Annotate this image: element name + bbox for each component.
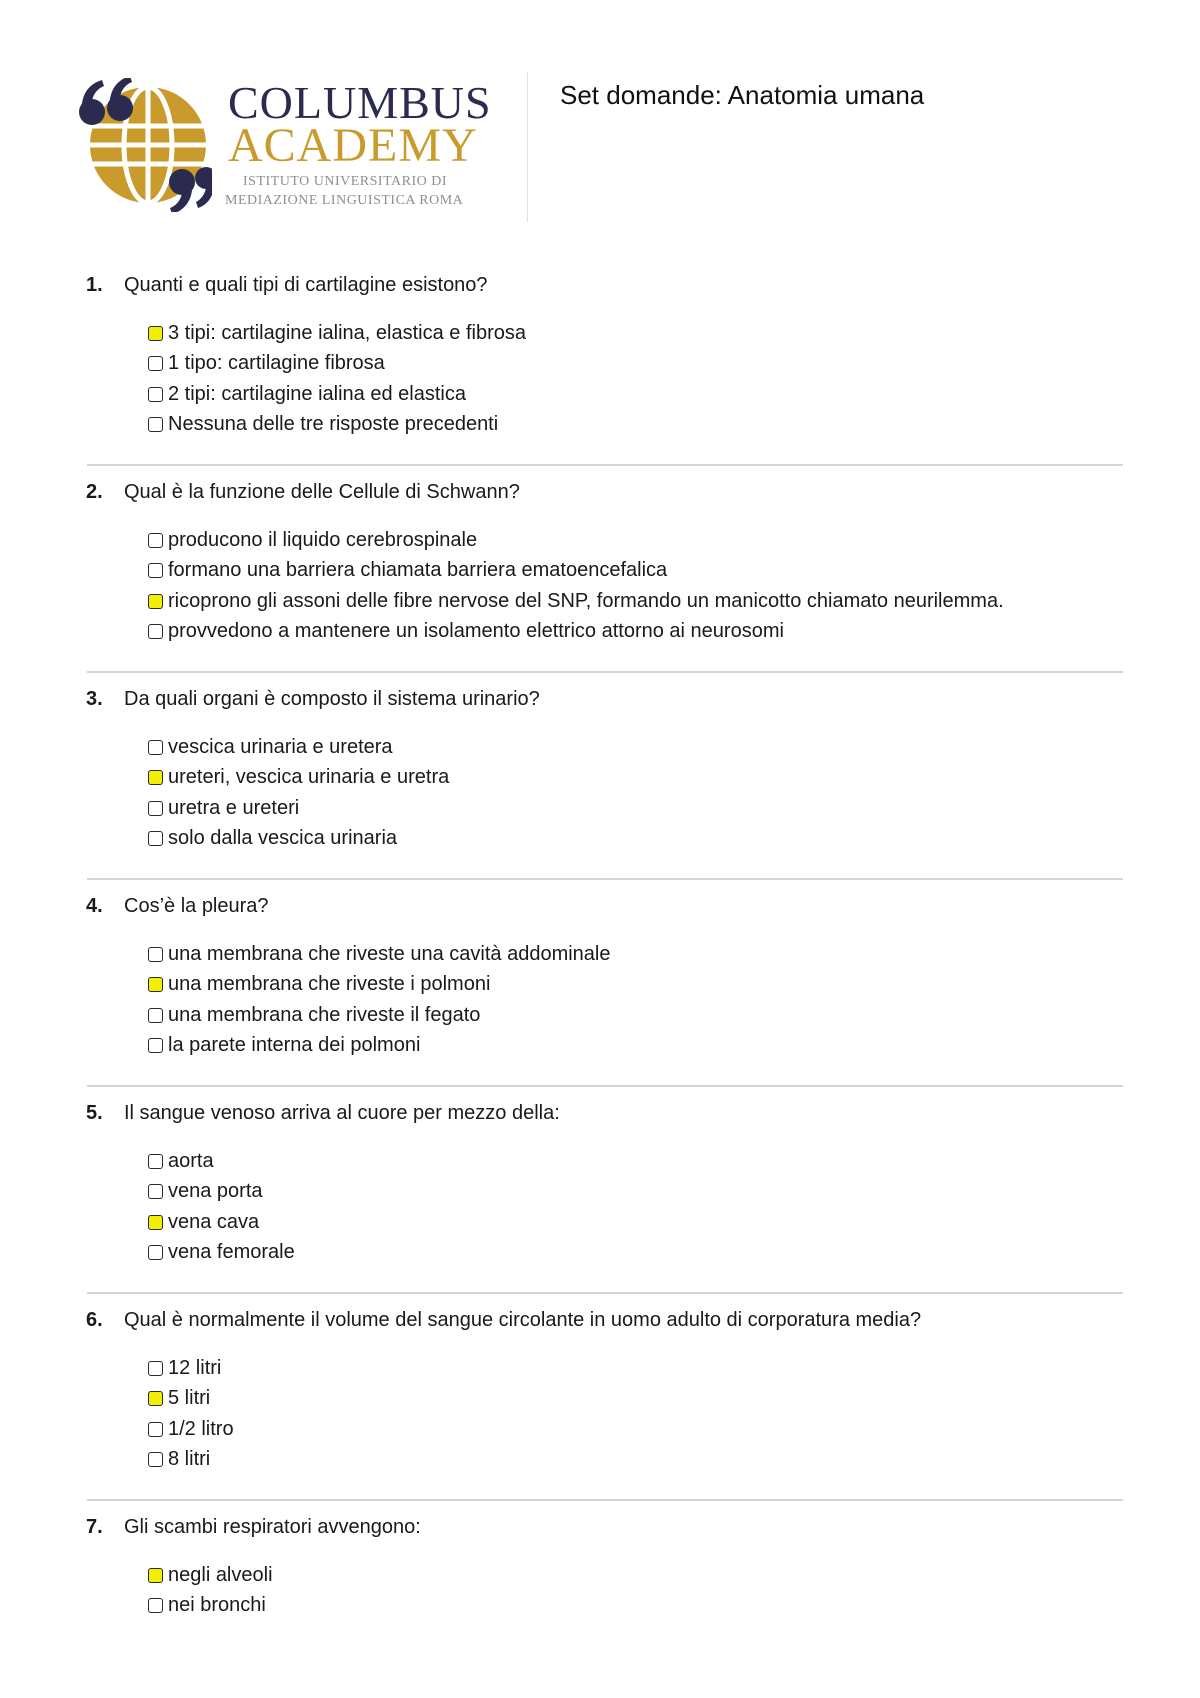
answer-option[interactable] <box>148 763 449 794</box>
answer-option[interactable] <box>148 1353 234 1384</box>
checkbox-icon[interactable] <box>148 801 163 816</box>
checkbox-icon[interactable] <box>148 1184 163 1199</box>
question-text: Qual è normalmente il volume del sangue circolante in uomo adulto di corporatura media? <box>124 1309 922 1331</box>
checkbox-icon[interactable] <box>148 1008 163 1023</box>
answer-label: 1 tipo: cartilagine fibrosa <box>168 352 385 375</box>
answer-options <box>148 1353 234 1475</box>
answer-option[interactable] <box>148 1238 295 1269</box>
question-number: 2. <box>86 481 103 503</box>
checkbox-icon[interactable] <box>148 624 163 639</box>
checkbox-icon[interactable] <box>148 740 163 755</box>
question-1 <box>0 271 1200 478</box>
answer-label: vescica urinaria e uretera <box>168 735 393 758</box>
answer-option[interactable] <box>148 556 1004 587</box>
answer-option[interactable] <box>148 318 526 349</box>
answer-option[interactable] <box>148 970 610 1001</box>
question-3 <box>0 685 1200 892</box>
logo-name-line2: ACADEMY <box>228 119 478 172</box>
checkbox-icon[interactable] <box>148 1245 163 1260</box>
checkbox-icon[interactable] <box>148 1452 163 1467</box>
answer-label: ricoprono gli assoni delle fibre nervose del SNP, formando un manicotto chiamato neurilemma. <box>168 589 1004 612</box>
question-5 <box>0 1099 1200 1306</box>
answer-option[interactable] <box>148 1591 273 1622</box>
answer-options <box>148 318 526 440</box>
question-text: Il sangue venoso arriva al cuore per mezzo della: <box>124 1102 560 1124</box>
question-header <box>86 685 540 713</box>
answer-label: una membrana che riveste il fegato <box>168 1003 481 1026</box>
answer-option[interactable] <box>148 1207 295 1238</box>
answer-option[interactable] <box>148 1177 295 1208</box>
answer-option[interactable] <box>148 1146 295 1177</box>
answer-option[interactable] <box>148 732 449 763</box>
answer-option[interactable] <box>148 1560 273 1591</box>
question-separator <box>87 671 1123 673</box>
answer-options <box>148 1146 295 1268</box>
answer-option[interactable] <box>148 824 449 855</box>
question-number: 7. <box>86 1516 103 1538</box>
answer-options <box>148 1560 273 1621</box>
answer-option[interactable] <box>148 1414 234 1445</box>
answer-option[interactable] <box>148 793 449 824</box>
question-separator <box>87 1085 1123 1087</box>
question-separator <box>87 464 1123 466</box>
answer-option[interactable] <box>148 349 526 380</box>
answer-label: ureteri, vescica urinaria e uretra <box>168 766 450 789</box>
answer-label: Nessuna delle tre risposte precedenti <box>168 413 499 436</box>
document-title: Set domande: Anatomia umana <box>560 80 925 110</box>
checkbox-icon[interactable] <box>148 387 163 402</box>
answer-options <box>148 525 1004 647</box>
logo-name-line1: COLUMBUS <box>228 77 492 128</box>
answer-label: vena femorale <box>168 1241 295 1264</box>
answer-label: uretra e ureteri <box>168 796 300 819</box>
checkbox-checked-icon[interactable] <box>148 1568 163 1583</box>
columbus-academy-logo <box>78 70 518 220</box>
logo-globe-quotes-icon <box>78 78 212 212</box>
answer-label: vena porta <box>168 1180 263 1203</box>
question-2 <box>0 478 1200 685</box>
answer-label: la parete interna dei polmoni <box>168 1034 421 1057</box>
question-number: 1. <box>86 274 103 296</box>
answer-option[interactable] <box>148 379 526 410</box>
answer-label: 12 litri <box>168 1356 222 1379</box>
answer-option[interactable] <box>148 586 1004 617</box>
answer-label: vena cava <box>168 1210 260 1233</box>
question-separator <box>87 1499 1123 1501</box>
answer-label: 3 tipi: cartilagine ialina, elastica e fibrosa <box>168 321 526 344</box>
checkbox-icon[interactable] <box>148 1154 163 1169</box>
checkbox-icon[interactable] <box>148 533 163 548</box>
answer-label: 1/2 litro <box>168 1417 234 1440</box>
page-header <box>0 0 1200 240</box>
answer-option[interactable] <box>148 617 1004 648</box>
checkbox-icon[interactable] <box>148 563 163 578</box>
checkbox-checked-icon[interactable] <box>148 594 163 609</box>
answer-label: provvedono a mantenere un isolamento elettrico attorno ai neurosomi <box>168 620 784 643</box>
checkbox-checked-icon[interactable] <box>148 1391 163 1406</box>
header-divider <box>527 72 528 222</box>
question-text: Quanti e quali tipi di cartilagine esistono? <box>124 274 488 296</box>
answer-options <box>148 732 449 854</box>
question-number: 5. <box>86 1102 103 1124</box>
question-header <box>86 1099 560 1127</box>
question-6 <box>0 1306 1200 1513</box>
checkbox-checked-icon[interactable] <box>148 1215 163 1230</box>
checkbox-icon[interactable] <box>148 417 163 432</box>
answer-option[interactable] <box>148 525 1004 556</box>
answer-option[interactable] <box>148 939 610 970</box>
logo-subtitle-line2: MEDIAZIONE LINGUISTICA ROMA <box>225 193 464 208</box>
question-header <box>86 892 269 920</box>
question-header <box>86 478 520 506</box>
checkbox-icon[interactable] <box>148 356 163 371</box>
answer-label: nei bronchi <box>168 1594 266 1617</box>
question-text: Da quali organi è composto il sistema urinario? <box>124 688 540 710</box>
question-header <box>86 1513 421 1541</box>
question-number: 4. <box>86 895 103 917</box>
answer-option[interactable] <box>148 1384 234 1415</box>
answer-label: 5 litri <box>168 1387 211 1410</box>
checkbox-checked-icon[interactable] <box>148 326 163 341</box>
question-list <box>0 271 1200 1617</box>
answer-label: una membrana che riveste i polmoni <box>168 973 491 996</box>
checkbox-icon[interactable] <box>148 831 163 846</box>
checkbox-icon[interactable] <box>148 947 163 962</box>
checkbox-checked-icon[interactable] <box>148 977 163 992</box>
question-separator <box>87 1292 1123 1294</box>
answer-label: solo dalla vescica urinaria <box>168 827 398 850</box>
logo-subtitle-line1: ISTITUTO UNIVERSITARIO DI <box>243 174 447 189</box>
checkbox-checked-icon[interactable] <box>148 770 163 785</box>
question-header <box>86 271 488 299</box>
question-number: 3. <box>86 688 103 710</box>
answer-label: aorta <box>168 1149 214 1172</box>
checkbox-icon[interactable] <box>148 1038 163 1053</box>
question-text: Cos’è la pleura? <box>124 895 269 917</box>
answer-label: formano una barriera chiamata barriera ematoencefalica <box>168 559 668 582</box>
question-separator <box>87 878 1123 880</box>
question-4 <box>0 892 1200 1099</box>
checkbox-icon[interactable] <box>148 1598 163 1613</box>
checkbox-icon[interactable] <box>148 1361 163 1376</box>
answer-option[interactable] <box>148 1445 234 1476</box>
answer-label: producono il liquido cerebrospinale <box>168 528 478 551</box>
question-header <box>86 1306 921 1334</box>
answer-label: 2 tipi: cartilagine ialina ed elastica <box>168 382 466 405</box>
answer-label: negli alveoli <box>168 1563 273 1586</box>
answer-option[interactable] <box>148 410 526 441</box>
question-text: Gli scambi respiratori avvengono: <box>124 1516 421 1538</box>
answer-option[interactable] <box>148 1000 610 1031</box>
answer-options <box>148 939 610 1061</box>
question-text: Qual è la funzione delle Cellule di Schwann? <box>124 481 520 503</box>
answer-label: una membrana che riveste una cavità addominale <box>168 942 611 965</box>
question-number: 6. <box>86 1309 103 1331</box>
answer-option[interactable] <box>148 1031 610 1062</box>
checkbox-icon[interactable] <box>148 1422 163 1437</box>
answer-label: 8 litri <box>168 1448 211 1471</box>
